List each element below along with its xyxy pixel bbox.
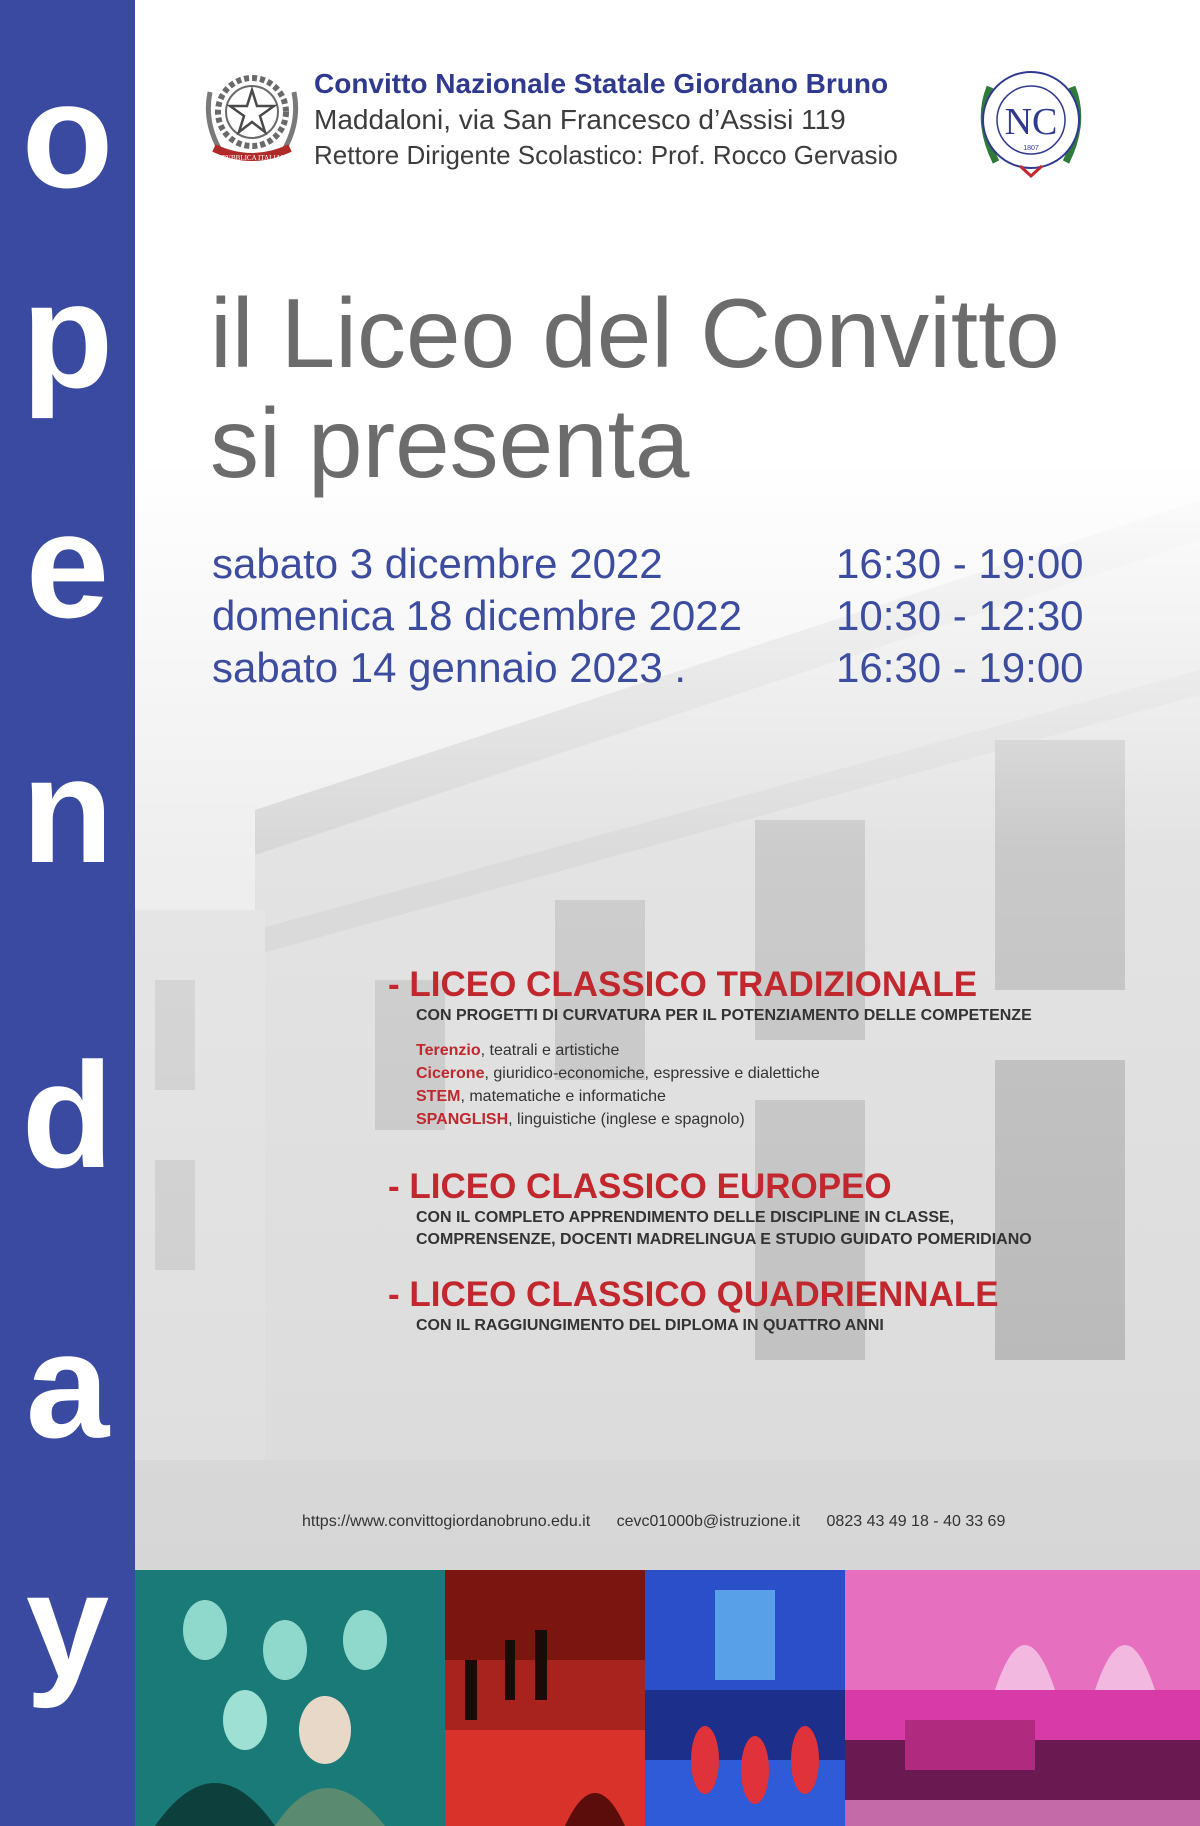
email-link[interactable]: cevc01000b@istruzione.it	[616, 1513, 801, 1530]
date-day: domenica 18 dicembre 2022	[212, 592, 743, 639]
curvature-list	[388, 1039, 1188, 1131]
curvature-name: SPANGLISH	[416, 1111, 509, 1128]
curvature-item	[416, 1039, 1188, 1062]
curvature-desc: , teatrali e artistiche	[480, 1042, 620, 1059]
date-day: sabato 3 dicembre 2022	[212, 540, 663, 587]
student-parade-photo	[845, 1570, 1200, 1826]
program-subtitle: CON IL RAGGIUNGIMENTO DEL DIPLOMA IN QUATTRO ANNI	[416, 1317, 884, 1334]
program-europeo	[388, 1167, 1188, 1251]
dance-hall-photo	[645, 1570, 845, 1826]
program-title: - LICEO CLASSICO TRADIZIONALE	[388, 965, 978, 1004]
banner-letter-d: d	[21, 1031, 114, 1199]
seal-monogram: NC	[1004, 101, 1058, 143]
emblem-ribbon-text: REPVBBLICA ITALIANA	[213, 154, 291, 162]
curvature-desc: , matematiche e informatiche	[460, 1088, 666, 1105]
curvature-desc: , giuridico-economiche, espressive e dialettiche	[484, 1065, 820, 1082]
masked-actors-photo	[135, 1570, 445, 1826]
program-tradizionale	[388, 965, 1188, 1131]
banner-letter-y: y	[25, 1541, 110, 1709]
date-row	[212, 590, 1112, 642]
stage-performance-photo	[445, 1570, 645, 1826]
program-quadriennale	[388, 1275, 1188, 1337]
headline-line-2: si presenta	[210, 388, 690, 498]
seal-year: 1807	[1023, 145, 1039, 152]
banner-letter-e: e	[25, 481, 110, 649]
school-header	[314, 66, 964, 172]
school-name: Convitto Nazionale Statale Giordano Bruno	[314, 68, 889, 99]
headline-line-1: il Liceo del Convitto	[210, 278, 1060, 388]
date-day: sabato 14 gennaio 2023 .	[212, 644, 687, 691]
program-subtitle: CON PROGETTI DI CURVATURA PER IL POTENZIAMENTO DELLE COMPETENZE	[416, 1007, 1032, 1024]
repubblica-italiana-emblem-icon	[200, 62, 304, 170]
convitto-seal-icon	[970, 62, 1092, 182]
curvature-item	[416, 1062, 1188, 1085]
phone-number: 0823 43 49 18 - 40 33 69	[826, 1513, 1006, 1530]
openday-side-banner	[0, 0, 135, 1826]
page-headline	[210, 278, 1060, 498]
curvature-name: Cicerone	[416, 1065, 485, 1082]
curvature-item	[416, 1108, 1188, 1131]
curvature-desc: , linguistiche (inglese e spagnolo)	[508, 1111, 745, 1128]
banner-letter-n: n	[21, 726, 114, 894]
banner-letter-p: p	[21, 251, 114, 419]
curvature-name: STEM	[416, 1088, 461, 1105]
program-subtitle: COMPRENSENZE, DOCENTI MADRELINGUA E STUDIO GUIDATO POMERIDIANO	[416, 1231, 1032, 1248]
curvature-item	[416, 1085, 1188, 1108]
date-row	[212, 538, 1112, 590]
date-row	[212, 642, 1112, 694]
open-day-dates	[212, 538, 1112, 694]
date-time: 16:30 - 19:00	[836, 540, 1084, 587]
date-time: 10:30 - 12:30	[836, 592, 1084, 639]
website-link[interactable]: https://www.convittogiordanobruno.edu.it	[302, 1513, 591, 1530]
program-title: - LICEO CLASSICO EUROPEO	[388, 1167, 892, 1206]
contacts-line	[302, 1513, 1027, 1531]
date-time: 16:30 - 19:00	[836, 644, 1084, 691]
programs-list	[388, 965, 1188, 1337]
curvature-name: Terenzio	[416, 1042, 481, 1059]
school-address: Maddaloni, via San Francesco d’Assisi 119	[314, 104, 846, 135]
banner-letter-a: a	[25, 1301, 110, 1469]
program-subtitle: CON IL COMPLETO APPRENDIMENTO DELLE DISCIPLINE IN CLASSE,	[416, 1209, 955, 1226]
program-title: - LICEO CLASSICO QUADRIENNALE	[388, 1275, 999, 1314]
banner-letter-o: o	[21, 51, 114, 219]
photo-strip	[135, 1570, 1200, 1826]
school-rector: Rettore Dirigente Scolastico: Prof. Rocco Gervasio	[314, 140, 898, 170]
